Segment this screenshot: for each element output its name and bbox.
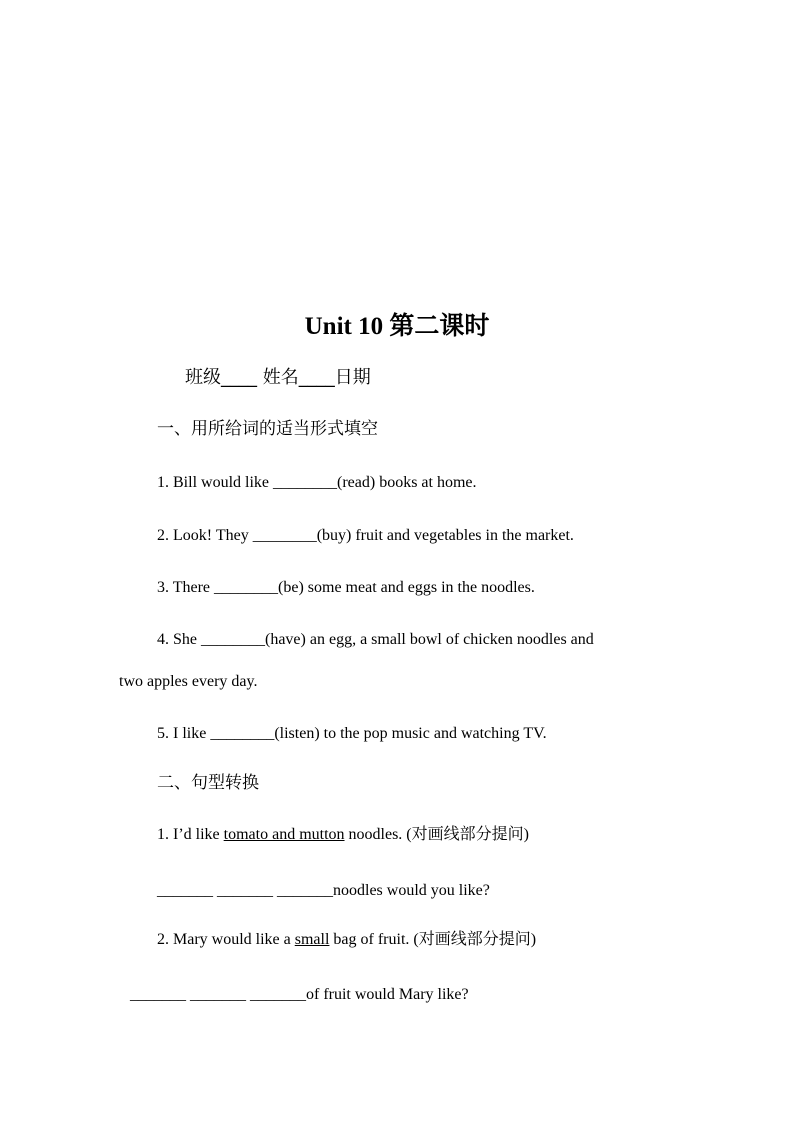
section-1-question-4-line-1: 4. She ________(have) an egg, a small bowl of chicken noodles and	[157, 631, 594, 648]
section-2-question-1	[157, 824, 529, 846]
page-title: Unit 10 第二课时	[304, 313, 490, 340]
student-info-line	[185, 367, 371, 389]
underlined-phrase: small	[294, 931, 330, 948]
question-suffix: bag of fruit. (对画线部分提问)	[329, 931, 537, 948]
section-1-question-3: 3. There ________(be) some meat and eggs in the noodles.	[157, 579, 535, 596]
section-2-answer-1: _______ _______ _______noodles would you like?	[157, 882, 490, 899]
class-blank: ____	[221, 367, 257, 388]
section-1-question-2: 2. Look! They ________(buy) fruit and vegetables in the market.	[157, 527, 574, 544]
section-1-question-1: 1. Bill would like ________(read) books at home.	[157, 474, 477, 491]
section-2-question-2	[157, 929, 536, 951]
name-label: 姓名	[262, 367, 299, 388]
section-1-question-4-line-2: two apples every day.	[119, 673, 258, 690]
question-prefix: 2. Mary would like a	[157, 931, 295, 948]
date-label: 日期	[334, 367, 371, 388]
underlined-phrase: tomato and mutton	[223, 826, 345, 843]
section-1-question-5: 5. I like ________(listen) to the pop music and watching TV.	[157, 725, 547, 742]
section-1-heading: 一、用所给词的适当形式填空	[157, 419, 378, 439]
section-2-heading: 二、句型转换	[157, 773, 259, 793]
question-prefix: 1. I’d like	[157, 826, 224, 843]
class-label: 班级	[185, 367, 221, 388]
question-suffix: noodles. (对画线部分提问)	[344, 826, 529, 843]
name-blank: ____	[298, 367, 335, 388]
section-2-answer-2: _______ _______ _______of fruit would Mary like?	[130, 986, 469, 1003]
